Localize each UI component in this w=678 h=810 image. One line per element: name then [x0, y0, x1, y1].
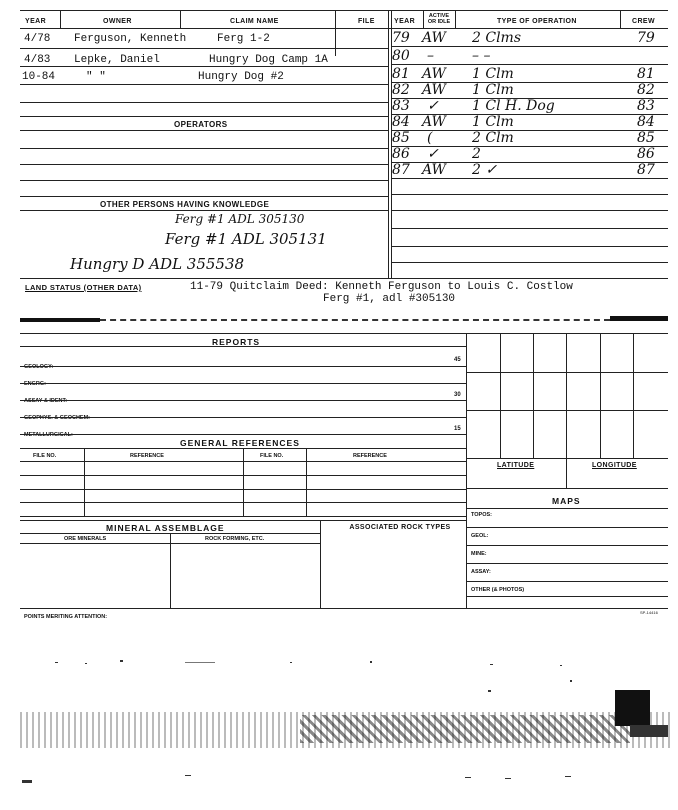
claim-owner: Ferguson, Kenneth — [74, 33, 187, 45]
report-row — [24, 406, 90, 424]
associated-rock-types-label: ASSOCIATED ROCK TYPES — [349, 524, 451, 531]
header-claim-name: CLAIM NAME — [230, 18, 279, 25]
claim-name: Ferg 1-2 — [217, 33, 270, 45]
header-crew: CREW — [632, 18, 655, 25]
map-row: GEOL: — [471, 533, 489, 539]
scan-noise-dark — [300, 715, 630, 743]
gr-reference2: REFERENCE — [353, 453, 387, 459]
report-row — [24, 355, 461, 373]
map-row: ASSAY: — [471, 569, 491, 575]
op-status: ( — [427, 130, 433, 146]
op-type: 2 Clms — [472, 30, 522, 46]
knowledge-note: Ferg #1 ADL 305131 — [165, 230, 327, 248]
map-row: OTHER (& PHOTOS) — [471, 587, 525, 593]
map-row: MINE: — [471, 551, 487, 557]
op-type: 2 — [472, 146, 481, 162]
op-status: AW — [422, 30, 446, 46]
op-crew: 85 — [637, 130, 655, 146]
op-type: 2 Clm — [472, 130, 514, 146]
op-status: ✓ — [427, 146, 439, 162]
op-year: 79 — [392, 30, 410, 46]
points-meriting-label: POINTS MERITING ATTENTION: — [24, 614, 108, 620]
header-type-of-operation: TYPE OF OPERATION — [497, 18, 577, 25]
op-status: AW — [422, 162, 446, 178]
reports-title: REPORTS — [212, 337, 261, 347]
report-num: 45 — [454, 357, 461, 363]
report-num: 30 — [454, 392, 461, 398]
land-status-label: LAND STATUS (OTHER DATA) — [25, 283, 142, 292]
op-year: 86 — [392, 146, 410, 162]
report-row — [24, 372, 46, 390]
report-row — [24, 423, 461, 441]
report-label: ENGRG: — [24, 381, 46, 387]
ore-minerals-label: ORE MINERALS — [64, 536, 107, 542]
general-references-title: GENERAL REFERENCES — [180, 438, 300, 448]
op-status: ✓ — [427, 98, 439, 114]
land-status-line1: 11-79 Quitclaim Deed: Kenneth Ferguson to Louis C. Costlow — [190, 281, 573, 293]
gr-file-no: FILE NO. — [33, 453, 57, 459]
scan-blot — [615, 690, 650, 726]
op-crew: 82 — [637, 82, 655, 98]
maps-title: MAPS — [552, 496, 581, 506]
map-row: TOPOS: — [471, 512, 492, 518]
rock-forming-label: ROCK FORMING, ETC. — [205, 536, 265, 542]
header-year: YEAR — [25, 18, 47, 25]
claim-row — [24, 33, 270, 45]
op-type: 1 Cl H. Dog — [472, 98, 555, 114]
op-type: 1 Clm — [472, 66, 514, 82]
claim-row — [24, 54, 328, 66]
report-label: GEOLOGY: — [24, 364, 54, 370]
op-crew: 86 — [637, 146, 655, 162]
op-crew: 83 — [637, 98, 655, 114]
op-year: 82 — [392, 82, 410, 98]
report-label: GEOPHYS. & GEOCHEM: — [24, 415, 91, 421]
op-status: AW — [422, 82, 446, 98]
op-status: – — [427, 48, 434, 64]
report-num: 15 — [454, 426, 461, 432]
claim-owner: " " — [86, 71, 106, 83]
op-type: 1 Clm — [472, 82, 514, 98]
op-crew: 84 — [637, 114, 655, 130]
knowledge-label: OTHER PERSONS HAVING KNOWLEDGE — [100, 200, 270, 209]
claim-year: 4/83 — [24, 54, 51, 66]
header-owner: OWNER — [103, 18, 132, 25]
op-crew: 81 — [637, 66, 655, 82]
header-year2: YEAR — [394, 18, 416, 25]
claim-row — [22, 71, 284, 83]
op-year: 87 — [392, 162, 410, 178]
op-type: 1 Clm — [472, 114, 514, 130]
claim-owner: Lepke, Daniel — [74, 54, 160, 66]
knowledge-note: Hungry D ADL 355538 — [70, 255, 245, 273]
mineral-assemblage-title: MINERAL ASSEMBLAGE — [106, 523, 225, 533]
longitude-label: LONGITUDE — [592, 462, 637, 469]
report-label: METALLURGICAL: — [24, 432, 73, 438]
latitude-label: LATITUDE — [497, 462, 535, 469]
op-crew: 87 — [637, 162, 655, 178]
claim-name: Hungry Dog Camp 1A — [209, 54, 328, 66]
gr-file-no2: FILE NO. — [260, 453, 284, 459]
op-year: 80 — [392, 48, 410, 64]
report-label: ASSAY & IDENT: — [24, 398, 68, 404]
gr-reference: REFERENCE — [130, 453, 164, 459]
op-type: 2 ✓ — [472, 162, 498, 178]
op-year: 81 — [392, 66, 410, 82]
op-crew: 79 — [637, 30, 655, 46]
op-year: 84 — [392, 114, 410, 130]
land-status-line2: Ferg #1, adl #305130 — [323, 293, 456, 305]
op-type: – – — [472, 48, 491, 64]
op-year: 83 — [392, 98, 410, 114]
op-status: AW — [422, 114, 446, 130]
claim-year: 10-84 — [22, 71, 56, 83]
header-file: FILE — [358, 18, 375, 25]
form-code: SP-14416 — [640, 610, 658, 615]
header-active-idle: ACTIVE OR IDLE — [427, 13, 451, 25]
op-year: 85 — [392, 130, 410, 146]
knowledge-note: Ferg #1 ADL 305130 — [175, 212, 305, 226]
claim-name: Hungry Dog #2 — [198, 71, 284, 83]
report-row — [24, 389, 461, 407]
op-status: AW — [422, 66, 446, 82]
claim-year: 4/78 — [24, 33, 51, 45]
operators-label: OPERATORS — [174, 120, 228, 129]
